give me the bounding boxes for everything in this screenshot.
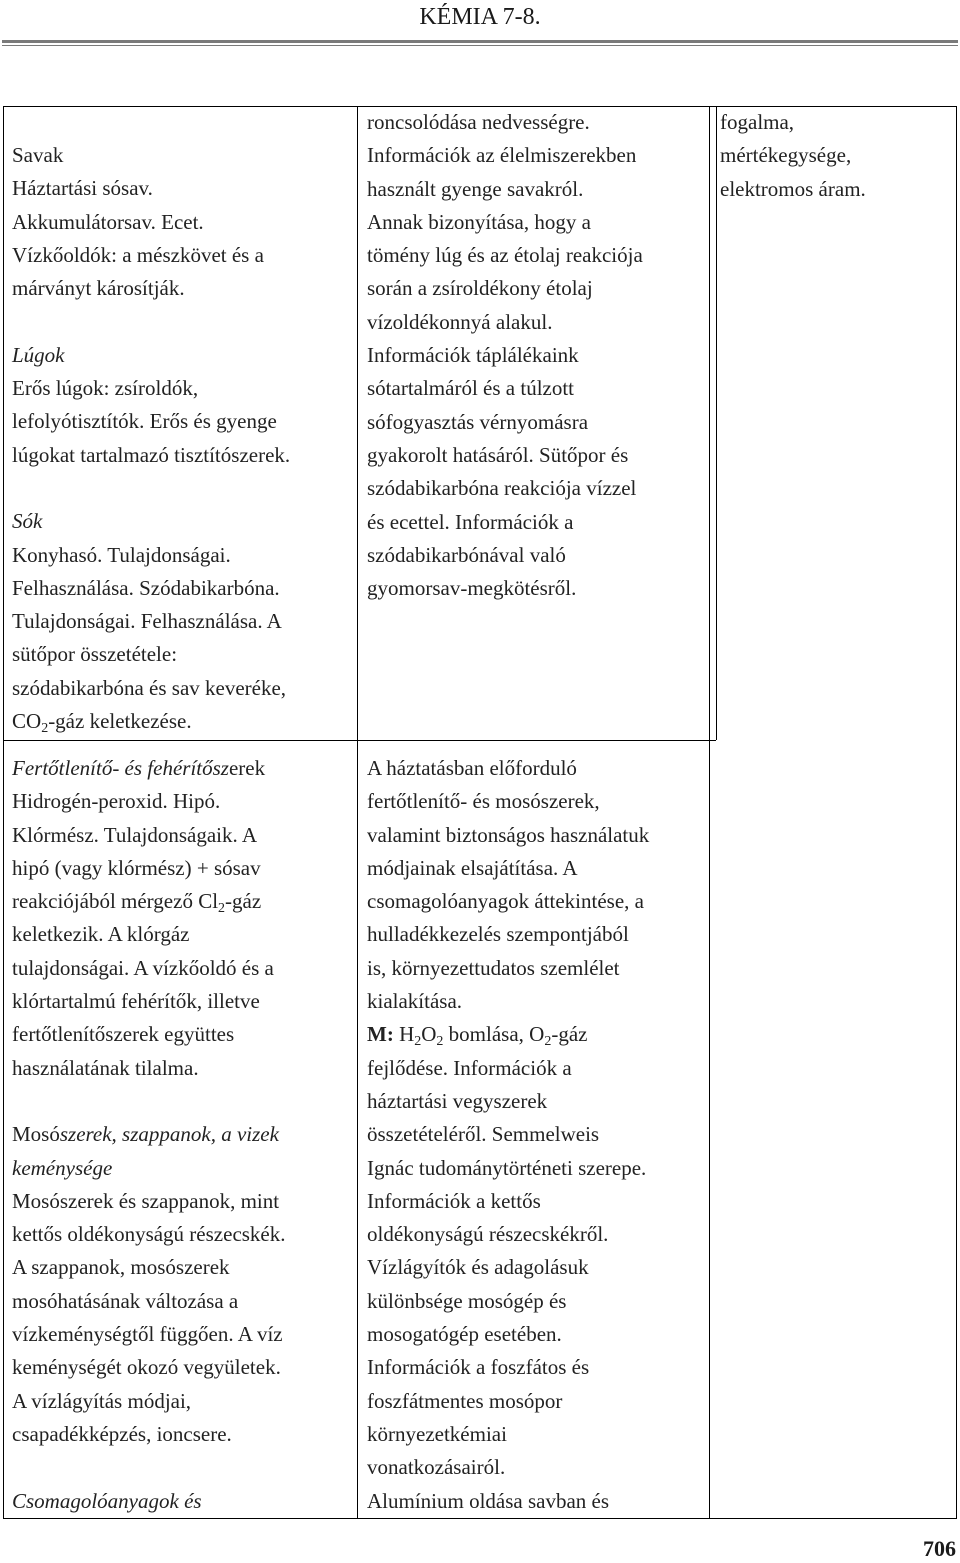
text-line: Erős lúgok: zsíroldók,: [12, 376, 199, 401]
text-line: Vízlágyítók és adagolásuk: [367, 1255, 589, 1280]
text-line: sófogyasztás vérnyomásra: [367, 409, 589, 434]
text-line: vonatkozásairól.: [367, 1455, 506, 1480]
header-rule-thin: [2, 45, 958, 46]
col3-top-cell: [720, 106, 956, 206]
text-line: szódabikarbóna reakciója vízzel: [367, 476, 637, 501]
heading-mososzerek: [12, 1118, 352, 1151]
text-line: fertőtlenítő- és mosószerek,: [367, 789, 600, 814]
text-line: fogalma,: [720, 110, 795, 134]
text-line: szódabikarbóna és sav keveréke,: [12, 675, 287, 700]
text-line: [12, 705, 352, 738]
heading-lugok: Lúgok: [12, 342, 65, 367]
text-line: során a zsíroldékony étolaj: [367, 276, 593, 301]
table-divider-1: [357, 106, 358, 1519]
header-rule: [2, 40, 958, 43]
text-line: használatának tilalma.: [12, 1055, 199, 1080]
table-divider-2: [709, 106, 710, 1519]
text-line: mosóhatásának változása a: [12, 1288, 239, 1313]
text-line: vízkeménységtől függően. A víz: [12, 1322, 283, 1347]
text-line: [12, 885, 352, 918]
experiment-line: [367, 1018, 707, 1051]
text-span: -gáz keletkezése.: [48, 709, 192, 734]
text-span: bomlása, O: [443, 1022, 545, 1047]
text-line: fejlődése. Információk a: [367, 1055, 572, 1080]
text-line: hipó (vagy klórmész) + sósav: [12, 855, 261, 880]
text-line: Annak bizonyítása, hogy a: [367, 209, 591, 234]
col1-top-cell: [12, 139, 352, 738]
heading-savak: Savak: [12, 143, 64, 167]
text-line: különbsége mosógép és: [367, 1288, 567, 1313]
text-line: Mosószerek és szappanok, mint: [12, 1188, 280, 1213]
page-header-title: KÉMIA 7-8.: [419, 4, 541, 30]
text-line: fertőtlenítőszerek együttes: [12, 1022, 235, 1047]
page-number: 706: [923, 1536, 956, 1561]
text-line: márványt károsítják.: [12, 276, 185, 301]
text-line: klórtartalmú fehérítők, illetve: [12, 989, 260, 1014]
text-line: A szappanok, mosószerek: [12, 1255, 230, 1280]
heading-rest: erek: [228, 756, 266, 780]
text-line: Alumínium oldása savban és: [367, 1488, 610, 1513]
text-line: lúgokat tartalmazó tisztítószerek.: [12, 442, 291, 467]
text-line: környezetkémiai: [367, 1421, 507, 1446]
text-line: Klórmész. Tulajdonságaik. A: [12, 822, 257, 847]
heading-italic-line: keménysége: [12, 1155, 113, 1180]
text-line: csapadékképzés, ioncsere.: [12, 1421, 232, 1446]
col2-top-cell: [367, 106, 707, 605]
text-line: Háztartási sósav.: [12, 176, 153, 201]
text-line: vízoldékonnyá alakul.: [367, 309, 553, 334]
heading-fertotlenito: [12, 752, 352, 785]
text-line: A háztatásban előforduló: [367, 756, 577, 780]
text-line: kettős oldékonyságú részecskék.: [12, 1222, 286, 1247]
text-line: foszfátmentes mosópor: [367, 1388, 563, 1413]
text-line: Vízkőoldók: a mészkövet és a: [12, 242, 264, 267]
text-line: keménységét okozó vegyületek.: [12, 1355, 281, 1380]
text-line: Információk a kettős: [367, 1188, 541, 1213]
table-divider-3: [716, 106, 717, 740]
text-line: Információk a foszfátos és: [367, 1355, 590, 1380]
text-line: Konyhasó. Tulajdonságai.: [12, 542, 231, 567]
heading-sok: Sók: [12, 509, 43, 534]
text-line: mértékegysége,: [720, 143, 852, 168]
formula-co: CO: [12, 709, 42, 734]
heading-csomagoloanyagok: Csomagolóanyagok és: [12, 1488, 202, 1513]
text-line: Felhasználása. Szódabikarbóna.: [12, 575, 280, 600]
text-line: kialakítása.: [367, 989, 463, 1014]
text-line: sütőpor összetétele:: [12, 642, 178, 667]
text-line: mosogatógép esetében.: [367, 1322, 562, 1347]
text-line: oldékonyságú részecskékről.: [367, 1222, 609, 1247]
text-span: H: [393, 1022, 415, 1047]
text-line: Információk táplálékaink: [367, 343, 579, 368]
text-line: elektromos áram.: [720, 176, 866, 201]
text-line: hulladékkezelés szempontjából: [367, 922, 629, 947]
heading-plain: Mosó: [12, 1122, 60, 1147]
text-line: szódabikarbónával való: [367, 542, 566, 567]
col1-bottom-cell: [12, 752, 352, 1518]
heading-italic: Fertőtlenítő- és fehérítősz: [12, 756, 229, 780]
subscript: 2: [436, 1034, 444, 1050]
col2-bottom-cell: [367, 752, 707, 1518]
text-span: -gáz: [225, 889, 262, 914]
text-line: roncsolódása nedvességre.: [367, 110, 590, 134]
text-line: lefolyótisztítók. Erős és gyenge: [12, 409, 277, 434]
text-span: -gáz: [551, 1022, 588, 1047]
text-line: háztartási vegyszerek: [367, 1088, 548, 1113]
text-line: Tulajdonságai. Felhasználása. A: [12, 609, 282, 634]
text-span: O: [421, 1022, 437, 1047]
text-line: módjainak elsajátítása. A: [367, 855, 578, 880]
text-line: és ecettel. Információk a: [367, 509, 574, 534]
text-line: használt gyenge savakról.: [367, 176, 584, 201]
text-line: összetételéről. Semmelweis: [367, 1122, 600, 1147]
text-line: csomagolóanyagok áttekintése, a: [367, 889, 644, 914]
table-row-divider: [3, 740, 716, 741]
text-line: Ignác tudománytörténeti szerepe.: [367, 1155, 647, 1180]
text-line: Akkumulátorsav. Ecet.: [12, 209, 204, 234]
subscript: 2: [544, 1034, 552, 1050]
text-line: tulajdonságai. A vízkőoldó és a: [12, 955, 274, 980]
experiment-label: M:: [367, 1022, 394, 1047]
text-line: tömény lúg és az étolaj reakciója: [367, 243, 643, 268]
subscript: 2: [414, 1034, 422, 1050]
subscript: 2: [218, 901, 226, 917]
heading-italic: szerek, szappanok, a vizek: [59, 1122, 279, 1147]
text-line: Információk az élelmiszerekben: [367, 143, 637, 168]
text-line: keletkezik. A klórgáz: [12, 922, 190, 947]
text-line: valamint biztonságos használatuk: [367, 822, 650, 847]
text-line: Hidrogén-peroxid. Hipó.: [12, 789, 221, 814]
text-line: sótartalmáról és a túlzott: [367, 376, 575, 401]
subscript: 2: [41, 721, 49, 737]
text-line: is, környezettudatos szemlélet: [367, 955, 620, 980]
text-span: reakciójából mérgező Cl: [12, 889, 219, 914]
text-line: gyomorsav-megkötésről.: [367, 576, 577, 601]
text-line: A vízlágyítás módjai,: [12, 1388, 192, 1413]
text-line: gyakorolt hatásáról. Sütőpor és: [367, 442, 629, 467]
